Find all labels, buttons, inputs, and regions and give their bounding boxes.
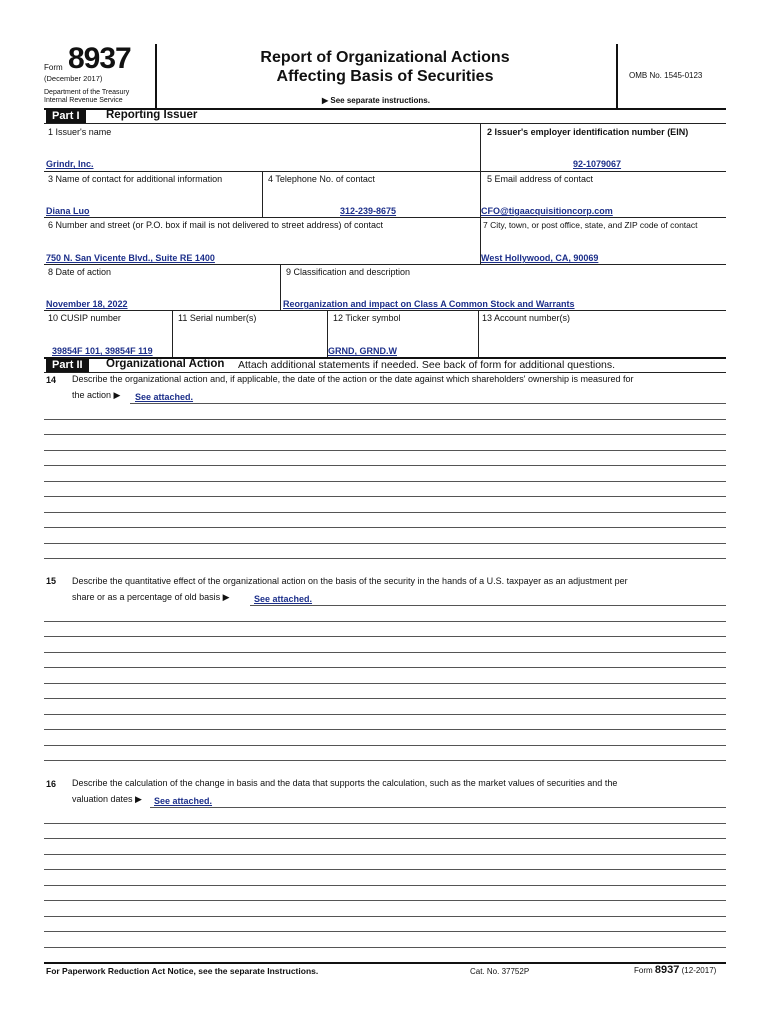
q15-text-2: share or as a percentage of old basis ▶ xyxy=(72,592,230,602)
irs: Internal Revenue Service xyxy=(44,97,123,104)
ticker-value[interactable]: GRND, GRND.W xyxy=(328,346,397,356)
q14-text-2: the action ▶ xyxy=(72,390,121,400)
footer-form-id: Form 8937 (12-2017) xyxy=(634,964,717,976)
contact-name-value[interactable]: Diana Luo xyxy=(46,206,90,216)
part2-label: Part II xyxy=(46,358,89,372)
q16-text-2: valuation dates ▶ xyxy=(72,794,142,804)
street-label: 6 Number and street (or P.O. box if mail is not delivered to street address) of contact xyxy=(48,220,383,230)
classification-value[interactable]: Reorganization and impact on Class A Common Stock and Warrants xyxy=(283,299,575,309)
street-value[interactable]: 750 N. San Vicente Blvd., Suite RE 1400 xyxy=(46,253,215,263)
date-value[interactable]: November 18, 2022 xyxy=(46,299,128,309)
issuer-name-value[interactable]: Grindr, Inc. xyxy=(46,159,94,169)
serial-label: 11 Serial number(s) xyxy=(178,313,257,323)
city-value[interactable]: West Hollywood, CA, 90069 xyxy=(481,253,599,263)
catalog-number: Cat. No. 37752P xyxy=(470,967,530,976)
q14-number: 14 xyxy=(46,375,57,385)
ticker-label: 12 Ticker symbol xyxy=(333,313,401,323)
cusip-value[interactable]: 39854F 101, 39854F 119 xyxy=(52,346,153,356)
city-label: 7 City, town, or post office, state, and ZIP code of contact xyxy=(483,220,698,230)
q15-number: 15 xyxy=(46,576,57,586)
form-revision: (December 2017) xyxy=(44,74,103,83)
form-title: Report of Organizational Actions Affecting Basis of Securities xyxy=(260,49,510,85)
part1-title: Reporting Issuer xyxy=(106,109,198,121)
telephone-value[interactable]: 312-239-8675 xyxy=(340,206,397,216)
telephone-label: 4 Telephone No. of contact xyxy=(268,174,375,184)
paperwork-notice: For Paperwork Reduction Act Notice, see the separate Instructions. xyxy=(46,966,319,976)
contact-name-label: 3 Name of contact for additional information xyxy=(48,174,223,184)
q14-answer[interactable]: See attached. xyxy=(135,392,194,402)
account-label: 13 Account number(s) xyxy=(482,313,571,323)
part2-title: Organizational Action xyxy=(106,358,225,370)
form-number: 8937 xyxy=(68,42,131,75)
department: Department of the Treasury xyxy=(44,89,130,96)
q15-answer[interactable]: See attached. xyxy=(254,594,313,604)
q16-text: Describe the calculation of the change in basis and the data that supports the calculation, such as the market values of securities and the xyxy=(72,778,618,788)
part2-subtitle: Attach additional statements if needed. See back of form for additional questions. xyxy=(238,359,616,371)
ein-label: 2 Issuer's employer identification number (EIN) xyxy=(487,127,689,137)
form-word: Form xyxy=(44,63,63,72)
cusip-label: 10 CUSIP number xyxy=(48,313,121,323)
omb-number: OMB No. 1545-0123 xyxy=(629,71,703,80)
q16-number: 16 xyxy=(46,779,57,789)
ein-value[interactable]: 92-1079067 xyxy=(573,159,622,169)
email-label: 5 Email address of contact xyxy=(487,174,594,184)
part1-label: Part I xyxy=(46,109,86,123)
email-value[interactable]: CFO@tigaacquisitioncorp.com xyxy=(481,206,613,216)
issuer-name-label: 1 Issuer's name xyxy=(48,127,112,137)
q14-text: Describe the organizational action and, if applicable, the date of the action or the date against which shareholders' ownership is measured for xyxy=(72,374,634,384)
date-label: 8 Date of action xyxy=(48,267,112,277)
q15-text: Describe the quantitative effect of the organizational action on the basis of the security in the hands of a U.S. taxpayer as an adjustment per xyxy=(72,576,628,586)
q16-answer[interactable]: See attached. xyxy=(154,796,213,806)
see-instructions: ▶ See separate instructions. xyxy=(322,96,430,105)
classification-label: 9 Classification and description xyxy=(286,267,411,277)
